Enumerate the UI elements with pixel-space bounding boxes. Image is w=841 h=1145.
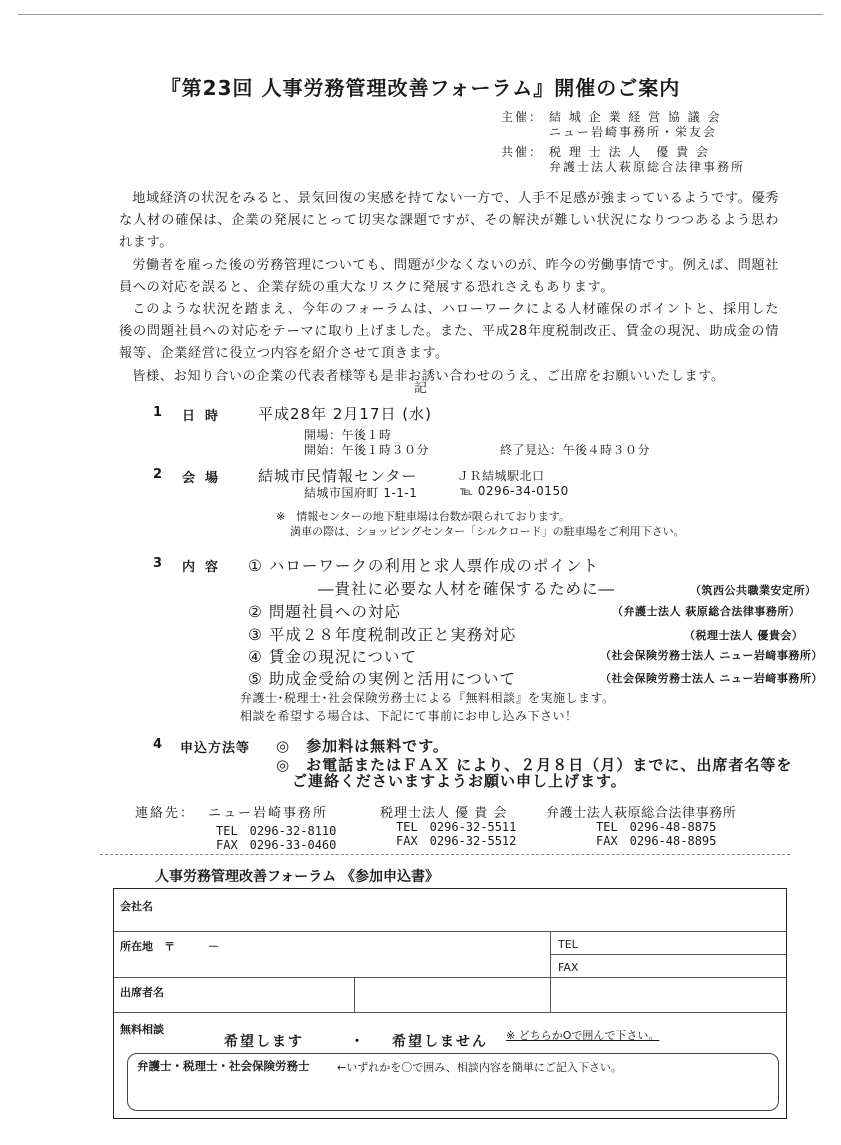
contact-2-fax: FAX 0296-32-5512 — [396, 834, 517, 848]
parking-note-2: 満車の際は、ショッピングセンター「シルクロード」の駐車場をご利用下さい。 — [290, 525, 685, 538]
host-label: 主催： — [501, 110, 544, 124]
content-item-2-source: （弁護士法人 萩原総合法律事務所） — [612, 605, 801, 618]
paragraph: 労働者を雇った後の労務管理についても、問題が少なくないのが、昨今の労働事情です。例えば、問題社員への対応を誤ると、企業存続の重大なリスクに発展する恐れさえもあります。 — [119, 257, 779, 295]
top-rule — [18, 14, 823, 15]
contact-3-tel: TEL 0296-48-8875 — [596, 820, 717, 834]
cohost-name-1: 税 理 士 法 人 優 貴 会 — [549, 145, 710, 159]
venue-address: 結城市国府町 1-1-1 — [304, 486, 418, 500]
option-separator: ・ — [350, 1034, 364, 1050]
form-divider — [114, 1012, 786, 1013]
form-divider — [114, 977, 786, 978]
attendee-field[interactable]: 出席者名 — [120, 986, 164, 999]
paragraph: 地域経済の状況をみると、景気回復の実感を持てない一方で、人手不足感が強まっているようです。優秀な人材の確保は、企業の発展にとって切実な課題ですが、その解決が難しい状況になりつつあるよう思われます。 — [119, 191, 779, 251]
contact-2-tel: TEL 0296-32-5511 — [396, 820, 517, 834]
form-divider — [354, 977, 355, 1012]
end-time: 終了見込：午後４時３０分 — [500, 443, 651, 457]
host-name-1: 結 城 企 業 経 営 協 議 会 — [549, 110, 722, 124]
venue-name: 結城市民情報センター — [258, 467, 418, 485]
consult-note-1: 弁護士･税理士･社会保険労務士による『無料相談』を実施します。 — [240, 691, 615, 705]
consult-not-want-option[interactable]: 希望しません — [392, 1034, 488, 1050]
circle-instruction: ※ どちらかOで囲んで下さい。 — [506, 1029, 660, 1042]
apply-request: ご連絡くださいますようお願い申し上げます。 — [292, 772, 627, 790]
section-4-number: 4 — [153, 737, 163, 752]
content-item-1: ① ハローワークの利用と求人票作成のポイント — [248, 557, 599, 575]
cut-line — [100, 854, 790, 855]
paragraph: 皆様、お知り合いの企業の代表者様等も是非お誘い合わせのうえ、ご出席をお願いいたします。 — [132, 368, 725, 384]
contact-2-name: 税理士法人 優 貴 会 — [380, 806, 508, 821]
start-time: 開始：午後１時３０分 — [304, 443, 430, 457]
company-name-field[interactable]: 会社名 — [120, 900, 153, 913]
fee-note: ◎ 参加料は無料です。 — [276, 737, 449, 755]
paragraph: このような状況を踏まえ、今年のフォーラムは、ハローワークによる人材確保のポイントと、採用した後の問題社員への対応をテーマに取り上げました。また、平成28年度税制改正、賃金の現況、助成金の情報等、企業経営に役立つ内容を紹介させて頂きます。 — [119, 302, 779, 362]
contact-3-fax: FAX 0296-48-8895 — [596, 834, 717, 848]
cohost-name-2: 弁護士法人萩原総合法律事務所 — [549, 160, 746, 174]
content-item-4: ④ 賃金の現況について — [248, 648, 418, 666]
section-3-number: 3 — [153, 556, 163, 571]
parking-note-1: ※ 情報センターの地下駐車場は台数が限られております。 — [276, 510, 570, 523]
section-4-label: 申込方法等 — [180, 741, 251, 756]
venue-station: ＪＲ結城駅北口 — [457, 469, 545, 483]
section-1-number: 1 — [153, 405, 163, 420]
intro-text — [119, 188, 779, 388]
content-item-3-source: （税理士法人 優貴会） — [684, 629, 804, 642]
form-divider — [550, 977, 551, 1012]
content-item-1-sub: ―貴社に必要な人材を確保するために― — [318, 580, 616, 598]
consult-want-option[interactable]: 希望します — [224, 1034, 304, 1050]
section-1-label: 日時 — [182, 409, 229, 424]
section-3-label: 内容 — [182, 560, 229, 575]
apply-method: ◎ お電話またはＦＡＸ により、２月８日（月）までに、出席者名等を — [276, 756, 793, 774]
form-divider — [114, 931, 786, 932]
cohost-label: 共催： — [501, 145, 544, 159]
content-item-1-source: （筑西公共職業安定所） — [690, 584, 817, 597]
contact-1-fax: FAX 0296-33-0460 — [216, 838, 337, 852]
consult-label: 無料相談 — [120, 1023, 164, 1036]
form-divider — [550, 954, 786, 955]
form-title: 人事労務管理改善フォーラム 《参加申込書》 — [155, 869, 440, 885]
fax-field[interactable]: FAX — [558, 961, 579, 974]
contact-1-tel: TEL 0296-32-8110 — [216, 824, 337, 838]
experts-label: 弁護士・税理士・社会保険労務士 — [137, 1059, 310, 1073]
event-date: 平成28年 2月17日 (水) — [258, 405, 432, 423]
consult-note-2: 相談を希望する場合は、下記にて事前にお申し込み下さい！ — [240, 709, 578, 723]
tel-field[interactable]: TEL — [558, 938, 578, 951]
contact-label: 連絡先： — [135, 806, 196, 821]
content-item-5: ⑤ 助成金受給の実例と活用について — [248, 670, 517, 688]
content-item-3: ③ 平成２８年度税制改正と実務対応 — [248, 626, 517, 644]
venue-tel: ℡ 0296-34-0150 — [460, 484, 569, 498]
content-item-4-source: （社会保険労務士法人 ニュー岩﨑事務所） — [600, 649, 823, 662]
section-2-label: 会場 — [182, 471, 229, 486]
page-title: 『第23回 人事労務管理改善フォーラム』開催のご案内 — [160, 76, 681, 100]
content-item-2: ② 問題社員への対応 — [248, 603, 401, 621]
form-divider — [550, 931, 551, 977]
section-2-number: 2 — [153, 467, 163, 482]
content-item-5-source: （社会保険労務士法人 ニュー岩﨑事務所） — [600, 672, 823, 685]
address-field[interactable]: 所在地 〒 － — [120, 940, 219, 953]
experts-instruction: ←いずれかを〇で囲み、相談内容を簡単にご記入下さい。 — [337, 1061, 622, 1074]
open-time: 開場：午後１時 — [304, 428, 392, 442]
contact-1-name: ニュー岩崎事務所 — [208, 806, 329, 821]
contact-3-name: 弁護士法人萩原総合法律事務所 — [546, 806, 737, 821]
host-name-2: ニュー岩崎事務所・栄友会 — [549, 125, 718, 139]
ki-heading: 記 — [413, 381, 427, 396]
